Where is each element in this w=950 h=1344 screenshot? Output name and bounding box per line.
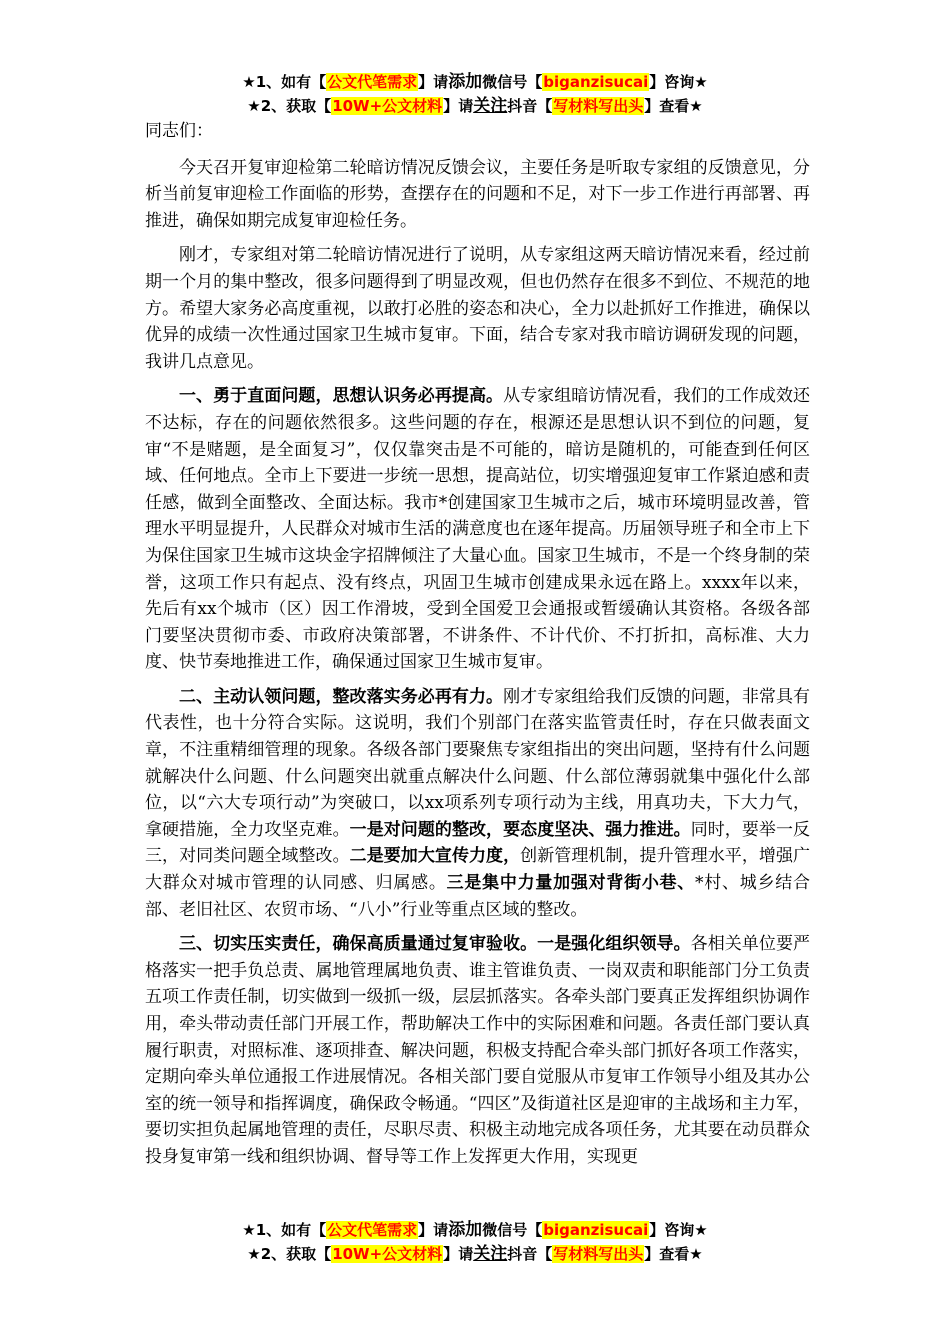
banner-highlight: 写材料写出头 [553, 1245, 644, 1263]
banner-text: 】请 [418, 73, 449, 91]
banner-line-1 [0, 1218, 950, 1242]
bold-point: 二是要加大宣传力度， [349, 846, 521, 867]
section-text: 刚才专家组给我们反馈的问题，非常具有代表性，也十分符合实际。这说明，我们个别部门在落实监管责任时，存在只做表面文章，不注重精细管理的现象。各级各部门要聚焦专家组指出的突出问题，坚持有什么问题就解决什么问题、什么问题突出就重点解决什么问题、什么部位薄弱就集中强化什么部位，以“六大专项行动”为突破口，以xx项系列专项行动为主线，用真功夫，下大力气，拿硬措施，全力攻坚克难。 [145, 686, 811, 840]
banner-text: ★1、如有【 [242, 1221, 327, 1239]
banner-highlight: 公文代笔需求 [327, 73, 418, 91]
paragraph-context: 刚才，专家组对第二轮暗访情况进行了说明，从专家组这两天暗访情况来看，经过前期一个月的集中整改，很多问题得到了明显改观，但也仍然存在很多不到位、不规范的地方。希望大家务必高度重视，以敢打必胜的姿态和决心，全力以赴抓好工作推进，确保以优异的成绩一次性通过国家卫生城市复审。下面，结合专家对我市暗访调研发现的问题，我讲几点意见。 [145, 245, 810, 372]
banner-highlight: 公文代笔需求 [327, 1221, 418, 1239]
section-text: 从专家组暗访情况看，我们的工作成效还不达标，存在的问题依然很多。这些问题的存在，根源还是思想认识不到位的问题，复审“不是赌题，是全面复习”，仅仅靠突击是不可能的，暗访是随机的，可能查到任何区域、任何地点。全市上下要进一步统一思想，提高站位，切实增强迎复审工作紧迫感和责任感，做到全面整改、全面达标。我市*创建国家卫生城市之后，城市环境明显改善，管理水平明显提升，人民群众对城市生活的满意度也在逐年提高。历届领导班子和全市上下为保住国家卫生城市这块金字招牌倾注了大量心血。国家卫生城市，不是一个终身制的荣誉，这项工作只有起点、没有终点，巩固卫生城市创建成果永远在路上。xxxx年以来，先后有xx个城市（区）因工作滑坡，受到全国爱卫会通报或暂缓确认其资格。各级各部门要坚决贯彻市委、市政府决策部署，不讲条件、不计代价、不打折扣，高标准、大力度、快节奏地推进工作，确保通过国家卫生城市复审。 [145, 386, 811, 673]
banner-highlight: 10W+公文材料 [332, 1245, 443, 1263]
banner-text: 】咨询★ [649, 73, 708, 91]
section-text: *村、城乡结合部、老旧社区、农贸市场、“八小”行业等重点区域的整改。 [145, 873, 811, 920]
banner-text: ★2、获取【 [247, 97, 332, 115]
banner-emphasis: 添加 [448, 1220, 483, 1240]
banner-highlight: biganzisucai [543, 73, 649, 91]
section-heading: 二、主动认领问题，整改落实务必再有力。 [179, 686, 504, 707]
footer-banner [0, 1218, 950, 1266]
salutation: 同志们： [145, 121, 213, 141]
banner-highlight: 写材料写出头 [553, 97, 644, 115]
paragraph-section-2 [145, 684, 810, 923]
banner-emphasis: 关注 [473, 96, 508, 116]
banner-text: 微信号【 [482, 73, 543, 91]
document-body [145, 118, 810, 1179]
banner-text: 】请 [443, 1245, 474, 1263]
paragraph-section-1 [145, 383, 810, 676]
section-text: 各相关单位要严格落实一把手负总责、属地管理属地负责、谁主管谁负责、一岗双责和职能部门分工负责五项工作责任制，切实做到一级抓一级，层层抓落实。各牵头部门要真正发挥组织协调作用，牵头带动责任部门开展工作，帮助解决工作中的实际困难和问题。各责任部门要认真履行职责，对照标准、逐项排查、解决问题，积极支持配合牵头部门抓好各项工作落实，定期向牵头单位通报工作进展情况。各相关部门要自觉服从市复审工作领导小组及其办公室的统一领导和指挥调度，确保政令畅通。“四区”及街道社区是迎审的主战场和主力军，要切实担负起属地管理的责任，尽职尽责、积极主动地完成各项任务，尤其要在动员群众投身复审第一线和组织协调、督导等工作上发挥更大作用，实现更 [145, 934, 811, 1167]
section-text: 创新管理机制，提升管理水平，增强广大群众对城市管理的认同感、归属感。 [145, 846, 811, 894]
banner-text: 微信号【 [482, 1221, 543, 1239]
banner-text: ★2、获取【 [247, 1245, 332, 1263]
banner-text: 】查看★ [644, 1245, 703, 1263]
header-banner [0, 70, 950, 118]
banner-emphasis: 添加 [448, 72, 483, 92]
paragraph-section-3 [145, 931, 810, 1170]
paragraph-intro: 今天召开复审迎检第二轮暗访情况反馈会议，主要任务是听取专家组的反馈意见，分析当前复审迎检工作面临的形势，查摆存在的问题和不足，对下一步工作进行再部署、再推进，确保如期完成复审迎检任务。 [145, 157, 810, 231]
section-text: 同时，要举一反三，对同类问题全域整改。 [145, 819, 811, 867]
banner-text: 】请 [443, 97, 474, 115]
banner-text: ★1、如有【 [242, 73, 327, 91]
banner-text: 】咨询★ [649, 1221, 708, 1239]
banner-highlight: 10W+公文材料 [332, 97, 443, 115]
banner-line-1 [0, 70, 950, 94]
section-heading: 一、勇于直面问题，思想认识务必再提高。 [179, 386, 504, 407]
banner-text: 】请 [418, 1221, 449, 1239]
banner-text: 抖音【 [507, 97, 553, 115]
bold-point: 一是对问题的整改，要态度坚决、强力推进。 [349, 819, 691, 840]
banner-text: 抖音【 [507, 1245, 553, 1263]
banner-line-2 [0, 1242, 950, 1266]
banner-line-2 [0, 94, 950, 118]
bold-point: 三是集中力量加强对背街小巷、 [446, 873, 696, 894]
banner-emphasis: 关注 [473, 1244, 508, 1264]
banner-highlight: biganzisucai [543, 1221, 649, 1239]
section-heading: 三、切实压实责任，确保高质量通过复审验收。一是强化组织领导。 [179, 934, 691, 955]
banner-text: 】查看★ [644, 97, 703, 115]
